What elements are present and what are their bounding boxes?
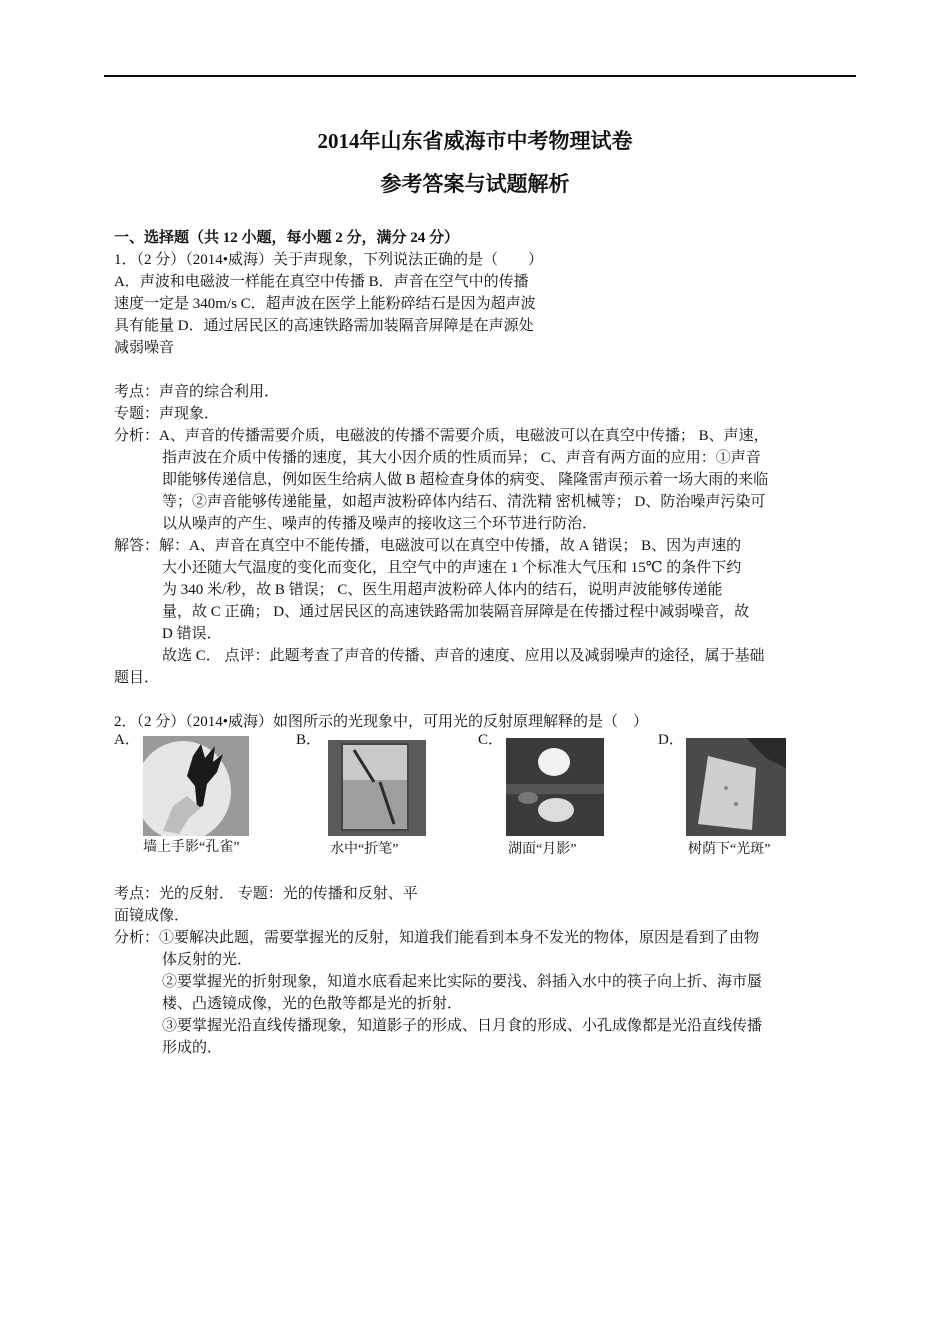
q2-kaodian: 考点：光的反射． 专题：光的传播和反射、平 [114, 886, 418, 902]
option-d-caption: 树荫下“光斑” [688, 842, 771, 857]
hand-shadow-image [143, 736, 249, 836]
q1-fenxi-line: 即能够传递信息，例如医生给病人做 B 超检查身体的病变、 隆隆雷声预示着一场大雨的来临 [162, 472, 769, 488]
q1-line: 具有能量 D．通过居民区的高速铁路需加装隔音屏障是在声源处 [114, 318, 534, 334]
q2-fenxi-line: 形成的． [162, 1040, 223, 1056]
q1-jieda-line: 故选 C． 点评：此题考查了声音的传播、声音的速度、应用以及减弱噪声的途径，属于基础 [162, 648, 765, 664]
option-b-caption: 水中“折笔” [330, 842, 399, 857]
page-subtitle: 参考答案与试题解析 [380, 172, 570, 196]
q1-line: 减弱噪音 [114, 340, 175, 356]
q2-fenxi-line: ②要掌握光的折射现象，知道水底看起来比实际的要浅、斜插入水中的筷子向上折、海市蜃 [162, 974, 763, 990]
q2-kaodian-line: 面镜成像． [114, 908, 190, 924]
q1-jieda-line: D 错误． [162, 626, 222, 642]
q1-jieda-line: 量，故 C 正确； D、通过居民区的高速铁路需加装隔音屏障是在传播过程中减弱噪音，故 [162, 604, 750, 620]
q2-fenxi: 分析：①要解决此题，需要掌握光的反射，知道我们能看到本身不发光的物体，原因是看到了由物 [114, 930, 760, 946]
q2-stem: 2．（2 分）（2014•威海）如图所示的光现象中，可用光的反射原理解释的是（ ） [114, 714, 649, 730]
q1-fenxi: 分析：A、声音的传播需要介质，电磁波的传播不需要介质，电磁波可以在真空中传播； B、声速， [114, 428, 769, 444]
q1-kaodian: 考点：声音的综合利用． [114, 384, 280, 400]
option-a-letter: A． [114, 732, 140, 748]
q1-jieda-line: 为 340 米/秒，故 B 错误； C、医生用超声波粉碎人体内的结石，说明声波能够传递能 [162, 582, 723, 598]
q1-jieda-line: 大小还随大气温度的变化而变化，且空气中的声速在 1 个标准大气压和 15℃ 的条件下约 [162, 560, 742, 576]
option-c-letter: C． [478, 732, 504, 748]
option-a-caption: 墙上手影“孔雀” [143, 840, 240, 855]
q1-line: A．声波和电磁波一样能在真空中传播 B．声音在空气中的传播 [114, 274, 529, 290]
q2-fenxi-line: ③要掌握光沿直线传播现象，知道影子的形成、日月食的形成、小孔成像都是光沿直线传播 [162, 1018, 763, 1034]
light-spot-image [686, 738, 786, 836]
q2-fenxi-line: 楼、凸透镜成像，光的色散等都是光的折射． [162, 996, 463, 1012]
option-c-caption: 湖面“月影” [508, 842, 577, 857]
q1-jieda: 解答：解：A、声音在真空中不能传播，电磁波可以在真空中传播，故 A 错误； B、因为声速的 [114, 538, 742, 554]
q1-stem: 1．（2 分）（2014•威海）关于声现象，下列说法正确的是（ ） [114, 252, 544, 268]
page-title: 2014年山东省威海市中考物理试卷 [317, 129, 633, 153]
option-d-letter: D． [658, 732, 684, 748]
option-b-letter: B． [296, 732, 322, 748]
moon-reflection-image [506, 738, 604, 836]
section-heading: 一、选择题（共 12 小题，每小题 2 分，满分 24 分） [114, 230, 460, 246]
q1-jieda-line: 题目． [114, 670, 160, 686]
q1-line: 速度一定是 340m/s C．超声波在医学上能粉碎结石是因为超声波 [114, 296, 536, 312]
q1-fenxi-line: 以从噪声的产生、噪声的传播及噪声的接收这三个环节进行防治． [162, 516, 598, 532]
q1-zhuanti: 专题：声现象． [114, 406, 220, 422]
q1-fenxi-line: 指声波在介质中传播的速度，其大小因介质的性质而异； C、声音有两方面的应用：①声音 [162, 450, 761, 466]
water-glass-image [328, 740, 426, 836]
q2-fenxi-line: 体反射的光． [162, 952, 253, 968]
q1-fenxi-line: 等；②声音能够传递能量，如超声波粉碎体内结石、清洗精 密机械等； D、防治噪声污染可 [162, 494, 766, 510]
top-rule [104, 75, 856, 77]
